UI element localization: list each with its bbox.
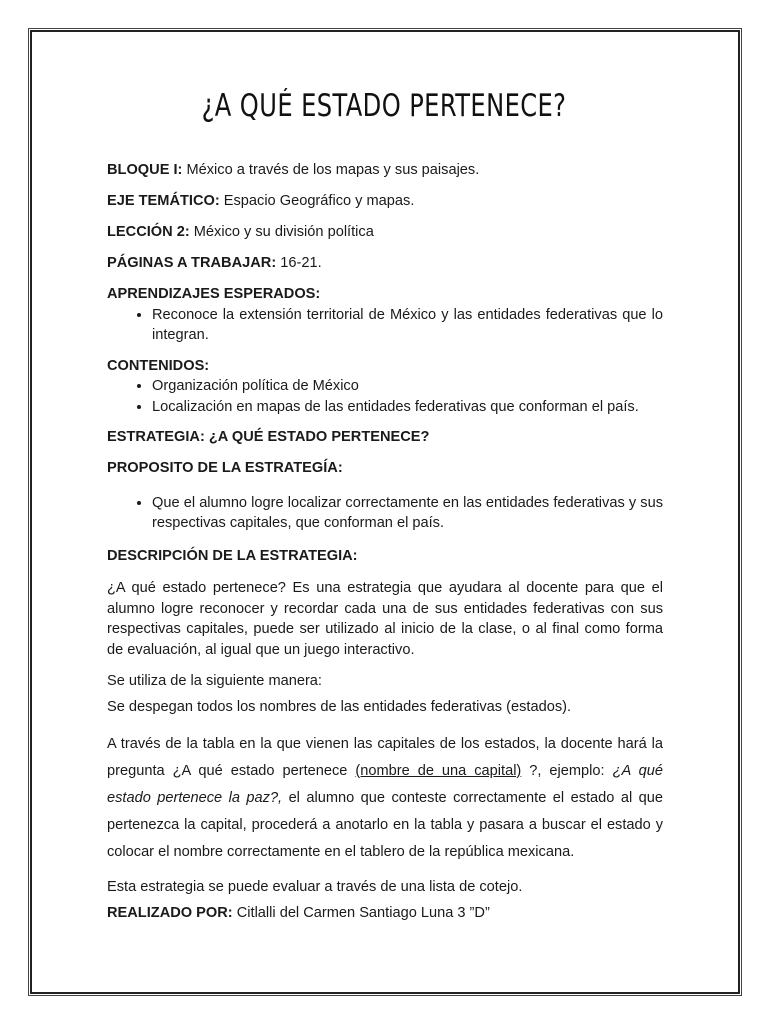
proposito-heading: [107, 458, 663, 479]
estrategia-heading-text: ESTRATEGIA: ¿A QUÉ ESTADO PERTENECE?: [107, 429, 430, 445]
leccion-value: México y su división política: [189, 224, 374, 240]
eje-line: [107, 191, 663, 212]
p4-text-a: A través de la tabla en la que vienen las capitales de los estados, la docente hará la pregunta ¿A qué estado pertenece: [107, 735, 663, 779]
descripcion-heading: [107, 546, 663, 567]
proposito-heading-text: PROPOSITO DE LA ESTRATEGÍA:: [107, 460, 343, 476]
p4-italic-example: ¿A qué estado pertenece la paz?,: [107, 762, 663, 806]
bloque-value: México a través de los mapas y sus paisajes.: [182, 162, 480, 178]
realizado-value: Citlalli del Carmen Santiago Luna 3 ”D”: [232, 905, 490, 921]
list-item: • Organización política de México: [152, 376, 663, 397]
leccion-line: [107, 222, 663, 243]
aprendizajes-heading: [107, 284, 663, 305]
eje-value: Espacio Geográfico y mapas.: [219, 193, 415, 209]
p4-underlined: (nombre de una capital): [355, 762, 522, 779]
p4-text-b: ?, ejemplo:: [521, 762, 613, 779]
document-body: [107, 160, 663, 934]
bloque-label: BLOQUE I:: [107, 162, 183, 178]
aprendizajes-list: [107, 305, 663, 346]
descripcion-paragraph-5: Esta estrategia se puede evaluar a través de una lista de cotejo.: [107, 878, 523, 895]
descripcion-heading-text: DESCRIPCIÓN DE LA ESTRATEGIA:: [107, 547, 358, 564]
p4-text-c: el alumno que conteste correctamente el estado al que pertenezca la capital, procederá a anotarlo en la tabla y pasara a buscar el estado y colocar el nombre correctamente en el tablero de la república mexicana.: [107, 789, 663, 860]
document-title: ¿A QUÉ ESTADO PERTENECE?: [201, 88, 567, 124]
list-item: • Que el alumno logre localizar correctamente en las entidades federativas y sus respectivas capitales, que conforman el país.: [152, 493, 663, 534]
descripcion-paragraph-4: [107, 731, 663, 866]
aprendizajes-heading-text: APRENDIZAJES ESPERADOS:: [107, 286, 321, 302]
realizado-line: [107, 903, 663, 924]
descripcion-paragraph-1: ¿A qué estado pertenece? Es una estrategia que ayudara al docente para que el alumno logre reconocer y recordar cada una de sus entidades federativas con sus respectivas capitales, puede ser utilizado al inicio de la clase, o al final como forma de evaluación, al igual que un juego interactivo.: [107, 580, 663, 658]
paginas-label: PÁGINAS A TRABAJAR:: [107, 255, 277, 271]
eje-label: EJE TEMÁTICO:: [107, 193, 220, 209]
list-item: • Reconoce la extensión territorial de México y las entidades federativas que lo integran.: [152, 305, 663, 346]
contenidos-heading: [107, 356, 663, 377]
contenidos-heading-text: CONTENIDOS:: [107, 357, 210, 374]
leccion-label: LECCIÓN 2:: [107, 224, 190, 240]
paginas-line: [107, 253, 663, 274]
descripcion-paragraph-2: Se utiliza de la siguiente manera:: [107, 672, 322, 689]
realizado-label: REALIZADO POR:: [107, 905, 233, 921]
contenidos-list: [107, 376, 663, 417]
paginas-value: 16-21.: [276, 255, 322, 271]
estrategia-heading: [107, 427, 663, 448]
bloque-line: [107, 160, 663, 181]
proposito-list: [107, 493, 663, 534]
descripcion-paragraph-3: Se despegan todos los nombres de las entidades federativas (estados).: [107, 699, 572, 715]
list-item: • Localización en mapas de las entidades federativas que conforman el país.: [152, 397, 663, 418]
